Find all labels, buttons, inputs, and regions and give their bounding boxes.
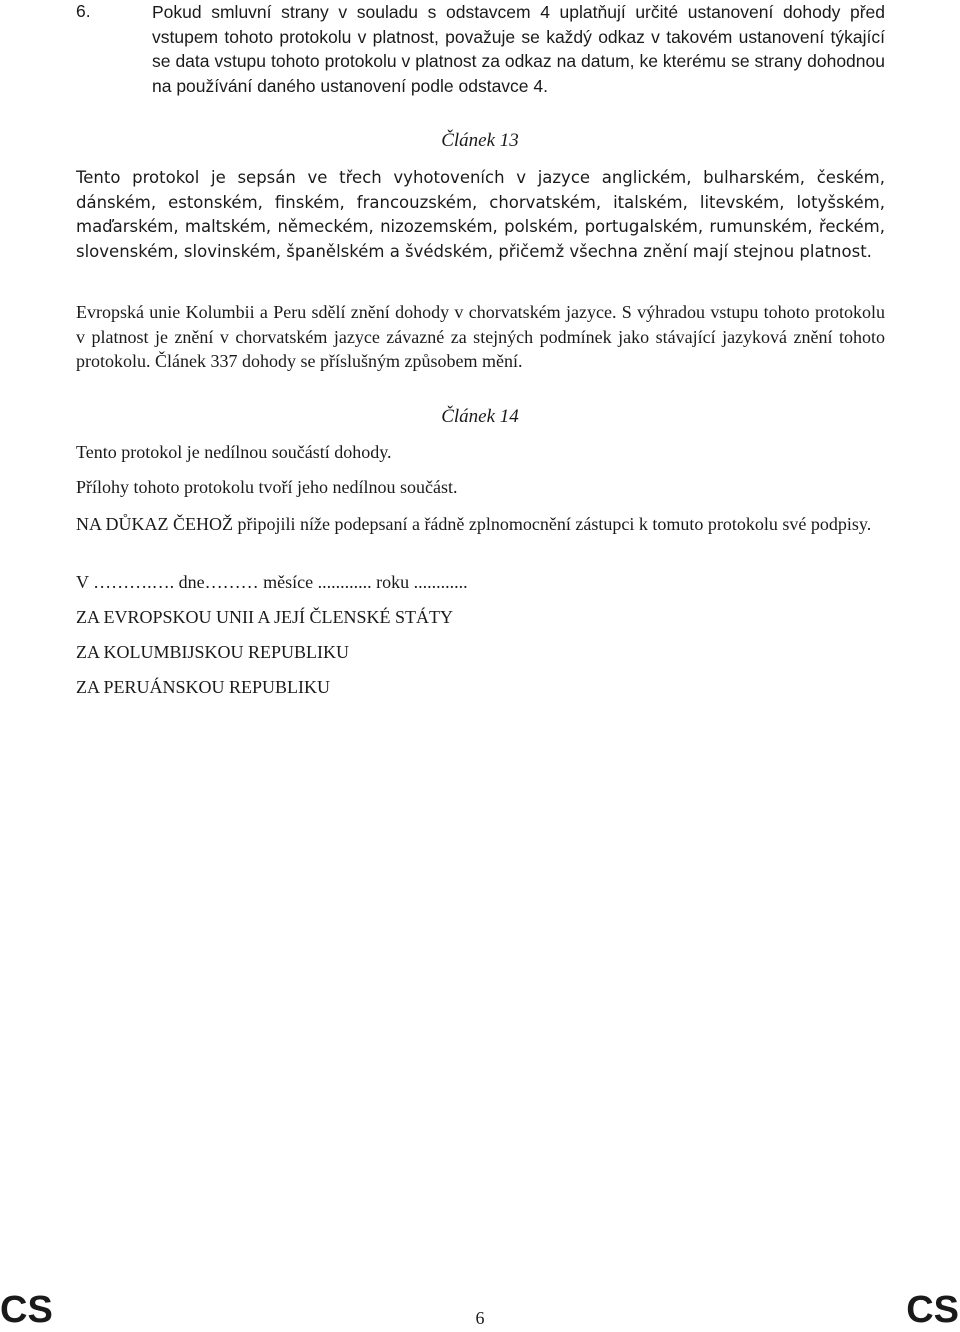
signatory-eu: ZA EVROPSKOU UNII A JEJÍ ČLENSKÉ STÁTY [76, 607, 454, 627]
paragraph-text: Pokud smluvní strany v souladu s odstavcem 4 uplatňují určité ustanovení dohody před vstupem tohoto protokolu v platnost, považuje se každý odkaz v takovém ustanovení týkající se data vstupu tohoto protokolu v platnost za odkaz na datum, ke kterému se strany dohodnou na používání daného ustanovení podle odstavce 4. [152, 2, 885, 96]
article-14-paragraph-2: Přílohy tohoto protokolu tvoří jeho nedílnou součást. [76, 477, 458, 497]
signatory-peru: ZA PERUÁNSKOU REPUBLIKU [76, 677, 331, 697]
article-14-paragraph-1: Tento protokol je nedílnou součástí dohody. [76, 442, 392, 462]
numbered-paragraph-6 [76, 0, 886, 98]
footer-language-code-right: CS [906, 1289, 959, 1331]
signatory-colombia: ZA KOLUMBIJSKOU REPUBLIKU [76, 642, 350, 662]
article-14-heading: Článek 14 [441, 406, 519, 427]
footer-language-code-left: CS [0, 1289, 53, 1331]
article-13-paragraph-2: Evropská unie Kolumbii a Peru sdělí znění dohody v chorvatském jazyce. S výhradou vstupu tohoto protokolu v platnost je znění v chorvatském jazyce závazné za stejných podmínek jako stávající jazyková znění tohoto protokolu. Článek 337 dohody se příslušným způsobem mění. [76, 302, 885, 371]
article-14-paragraph-3: NA DŮKAZ ČEHOŽ připojili níže podepsaní a řádně zplnomocnění zástupci k tomuto protokolu své podpisy. [76, 514, 872, 534]
place-date-line: V ……….…. dne……… měsíce ............ roku ............ [76, 572, 468, 592]
paragraph-number: 6. [76, 1, 91, 21]
page-number: 6 [475, 1308, 485, 1328]
article-13-heading: Článek 13 [441, 130, 519, 151]
article-13-paragraph-1: Tento protokol je sepsán ve třech vyhotoveních v jazyce anglickém, bulharském, českém, dánském, estonském, finském, francouzském, chorvatském, italském, litevském, lotyšském, maďarském, maltském, německém, nizozemském, polském, portugalském, rumunském, řeckém, slovenském, slovinském, španělském a švédském, přičemž všechna znění mají stejnou platnost. [76, 168, 885, 261]
